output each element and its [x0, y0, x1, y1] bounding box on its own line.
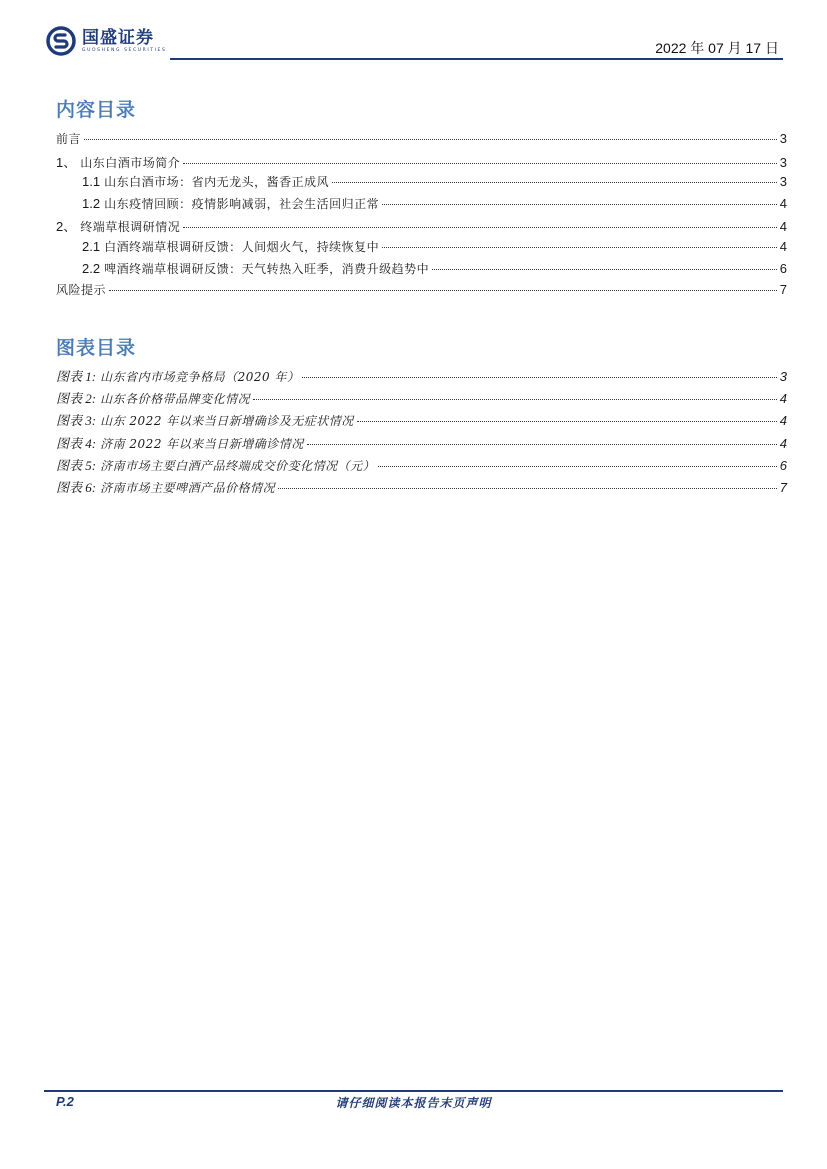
toc-entry-title: 山东白酒市场简介 [80, 155, 181, 170]
toc-entry-number: 1.2 [82, 195, 101, 211]
figure-entry-page: 4 [779, 391, 787, 407]
toc-entry-title: 前言 [56, 132, 82, 146]
toc-entry[interactable] [56, 195, 787, 217]
dot-leader [432, 268, 777, 270]
toc-entry-page: 3 [779, 154, 787, 170]
toc-entry-number: 2.2 [82, 260, 101, 276]
toc-entry-page: 7 [779, 282, 787, 298]
toc-title: 内容目录 [56, 99, 137, 121]
header-divider [170, 58, 783, 60]
toc-list [56, 130, 787, 303]
toc-entry-page: 4 [779, 219, 787, 235]
page-number: P.2 [56, 1094, 74, 1109]
dot-leader [378, 465, 777, 467]
dot-leader [382, 203, 777, 205]
figure-entry-page: 3 [779, 369, 787, 384]
toc-entry[interactable] [56, 216, 787, 238]
toc-entry[interactable] [56, 281, 787, 303]
footer-disclaimer: 请仔细阅读本报告末页声明 [335, 1096, 492, 1110]
dot-leader [332, 181, 777, 183]
footer-divider [44, 1090, 783, 1092]
toc-entry-number: 2.1 [82, 238, 101, 254]
figure-entry[interactable] [56, 366, 787, 388]
toc-entry-title: 山东疫情回顾：疫情影响减弱，社会生活回归正常 [104, 196, 380, 211]
dot-leader [357, 420, 777, 422]
figure-entry-page: 6 [779, 457, 787, 473]
brand-logo-icon [46, 26, 76, 56]
figure-entry-title: 济南市场主要啤酒产品价格情况 [100, 480, 276, 495]
report-date: 2022 年 07 月 17 日 [655, 40, 779, 56]
dot-leader [183, 162, 777, 164]
toc-entry-page: 4 [779, 238, 787, 254]
page-header [0, 0, 827, 66]
figure-entry-number: 图表 1: [56, 369, 97, 384]
figure-entry[interactable] [56, 388, 787, 410]
figure-entry-title: 山东省内市场竞争格局（2020 年） [100, 370, 300, 384]
toc-entry[interactable] [56, 152, 787, 174]
figure-entry-page: 7 [779, 479, 787, 495]
toc-entry-number: 2、 [56, 219, 77, 235]
figure-entry-page: 4 [779, 435, 787, 451]
figure-entry[interactable] [56, 455, 787, 477]
toc-entry-title: 白酒终端草根调研反馈：人间烟火气，持续恢复中 [104, 239, 380, 254]
toc-entry-title: 终端草根调研情况 [80, 220, 181, 235]
figure-entry-title: 济南 2022 年以来当日新增确诊情况 [100, 436, 304, 451]
dot-leader [253, 398, 777, 400]
brand-logo [46, 26, 166, 56]
figure-entry[interactable] [56, 433, 787, 455]
toc-entry-title: 啤酒终端草根调研反馈：天气转热入旺季，消费升级趋势中 [104, 261, 430, 276]
dot-leader [183, 226, 777, 228]
figure-entry[interactable] [56, 410, 787, 432]
toc-entry[interactable] [56, 130, 787, 152]
figure-entry[interactable] [56, 477, 787, 499]
toc-entry[interactable] [56, 238, 787, 260]
figure-entry-title: 济南市场主要白酒产品终端成交价变化情况（元） [100, 458, 376, 473]
toc-entry-number: 1.1 [82, 174, 101, 190]
dot-leader [382, 246, 777, 248]
toc-entry-page: 3 [779, 174, 787, 190]
figure-entry-title: 山东 2022 年以来当日新增确诊及无症状情况 [100, 414, 354, 429]
toc-entry-page: 4 [779, 195, 787, 211]
dot-leader [278, 487, 777, 489]
figure-entry-number: 图表 6: [56, 479, 97, 495]
toc-entry-page: 3 [779, 131, 787, 146]
dot-leader [302, 376, 776, 378]
figure-entry-number: 图表 4: [56, 435, 97, 451]
figure-entry-title: 山东各价格带品牌变化情况 [100, 392, 251, 407]
toc-entry[interactable] [56, 260, 787, 282]
figure-entry-page: 4 [779, 413, 787, 429]
dot-leader [84, 138, 777, 140]
brand-name-cn: 国盛证券 [82, 28, 154, 48]
dot-leader [109, 289, 777, 291]
dot-leader [307, 443, 777, 445]
figures-title: 图表目录 [56, 337, 137, 359]
figure-entry-number: 图表 2: [56, 391, 97, 407]
figures-list [56, 366, 787, 499]
toc-entry-title: 风险提示 [56, 283, 107, 298]
brand-name-en: GUOSHENG SECURITIES [82, 48, 167, 53]
figure-entry-number: 图表 3: [56, 413, 97, 429]
toc-entry-number: 1、 [56, 154, 77, 170]
toc-entry-title: 山东白酒市场：省内无龙头，酱香正成风 [104, 175, 330, 190]
figure-entry-number: 图表 5: [56, 457, 97, 473]
toc-entry-page: 6 [779, 260, 787, 276]
toc-entry[interactable] [56, 173, 787, 195]
